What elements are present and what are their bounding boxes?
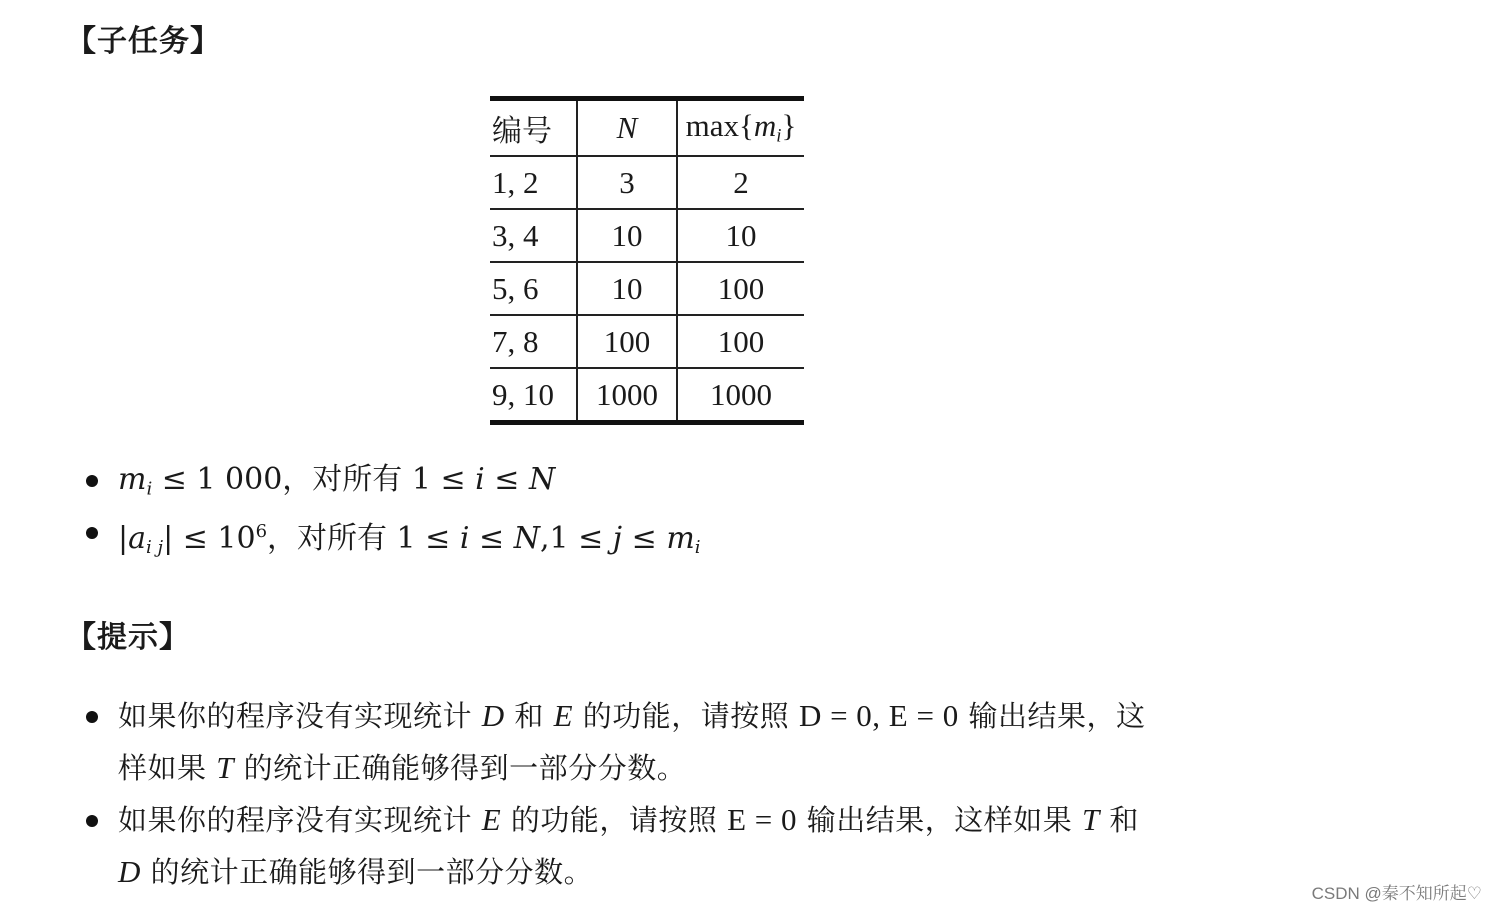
hint-line (118, 794, 1139, 846)
cell-id: 9, 10 (490, 368, 577, 423)
constraint-mid: | ≤ 10 (163, 520, 256, 556)
math-var: m (118, 462, 147, 497)
cell-n: 1000 (577, 368, 677, 423)
bullet-dot-icon (86, 475, 98, 487)
table-row (490, 156, 804, 209)
math-var: T (216, 750, 234, 785)
table-row (490, 315, 804, 368)
cell-n: 10 (577, 262, 677, 315)
cell-id: 7, 8 (490, 315, 577, 368)
math-sub: i (694, 537, 701, 559)
cell-n: 3 (577, 156, 677, 209)
math-expr: E = 0 (727, 802, 798, 837)
math-sup: 6 (255, 521, 268, 542)
hint-line (118, 690, 1145, 742)
header-n: N (577, 99, 677, 157)
bullet-dot-icon (86, 711, 98, 723)
constraint-le: ≤ (484, 462, 529, 497)
math-var: a (128, 520, 146, 556)
constraint-text (118, 512, 701, 568)
hint-line (118, 846, 593, 898)
table-row (490, 368, 804, 423)
math-var: i (459, 520, 470, 556)
constraint-comma: ,1 ≤ (539, 520, 613, 556)
table-row (490, 209, 804, 262)
constraint-le: ≤ (469, 520, 514, 556)
hint-text: 和 (504, 699, 554, 733)
cell-max: 2 (677, 156, 804, 209)
constraint-rel: ≤ 1 000，对所有 1 ≤ (152, 462, 476, 497)
hint-text: 如果你的程序没有实现统计 (118, 803, 482, 837)
cell-n: 100 (577, 315, 677, 368)
math-var: N (513, 520, 540, 556)
hint-text: 样如果 (118, 751, 217, 785)
hint-text: 的统计正确能够得到一部分分数。 (233, 751, 687, 785)
cell-max: 10 (677, 209, 804, 262)
math-var: T (1081, 802, 1100, 837)
header-max-suffix: } (781, 108, 797, 144)
math-var: D (118, 854, 141, 889)
hint-text: 的功能，请按照 (501, 803, 728, 837)
cell-n: 10 (577, 209, 677, 262)
bullet-dot-icon (86, 527, 98, 539)
hint-text: 的功能，请按照 (573, 699, 799, 733)
table-header-row (490, 99, 804, 157)
math-sub: i (146, 478, 153, 500)
math-var: j (612, 520, 623, 556)
cell-max: 1000 (677, 368, 804, 423)
cell-id: 1, 2 (490, 156, 577, 209)
hint-text: 输出结果，这样如果 (797, 803, 1082, 837)
header-max-prefix: max{ (685, 108, 754, 144)
math-var: N (528, 462, 556, 497)
hint-text: 如果你的程序没有实现统计 (118, 699, 482, 733)
hints-heading: 【提示】 (66, 620, 190, 655)
math-var: m (666, 520, 695, 556)
math-var: E (481, 802, 502, 837)
hint-text: 输出结果，这 (958, 699, 1146, 733)
hint-text: 和 (1099, 803, 1139, 837)
table-row (490, 262, 804, 315)
cell-id: 5, 6 (490, 262, 577, 315)
hint-text: 的统计正确能够得到一部分分数。 (140, 855, 594, 889)
bullet-dot-icon (86, 815, 98, 827)
header-max-var: m (753, 108, 777, 144)
watermark: CSDN @秦不知所起♡ (1311, 884, 1482, 903)
header-max-sub: i (776, 125, 782, 147)
math-var: i (475, 462, 485, 497)
math-var: E (553, 698, 573, 733)
subtask-table (490, 96, 804, 425)
header-max-m (677, 99, 804, 157)
hint-line (118, 742, 686, 794)
subtask-table-container (490, 96, 804, 425)
math-sub: i j (146, 537, 164, 559)
cell-max: 100 (677, 315, 804, 368)
constraint-le: ≤ (622, 520, 667, 556)
subtasks-heading: 【子任务】 (66, 24, 221, 59)
constraint-text (118, 460, 555, 509)
header-id: 编号 (490, 99, 577, 157)
cell-max: 100 (677, 262, 804, 315)
constraint-text-cn: ，对所有 1 ≤ (267, 520, 460, 556)
math-var: D (481, 698, 505, 733)
cell-id: 3, 4 (490, 209, 577, 262)
abs-open: | (118, 520, 129, 556)
math-expr: D = 0, E = 0 (798, 698, 959, 733)
